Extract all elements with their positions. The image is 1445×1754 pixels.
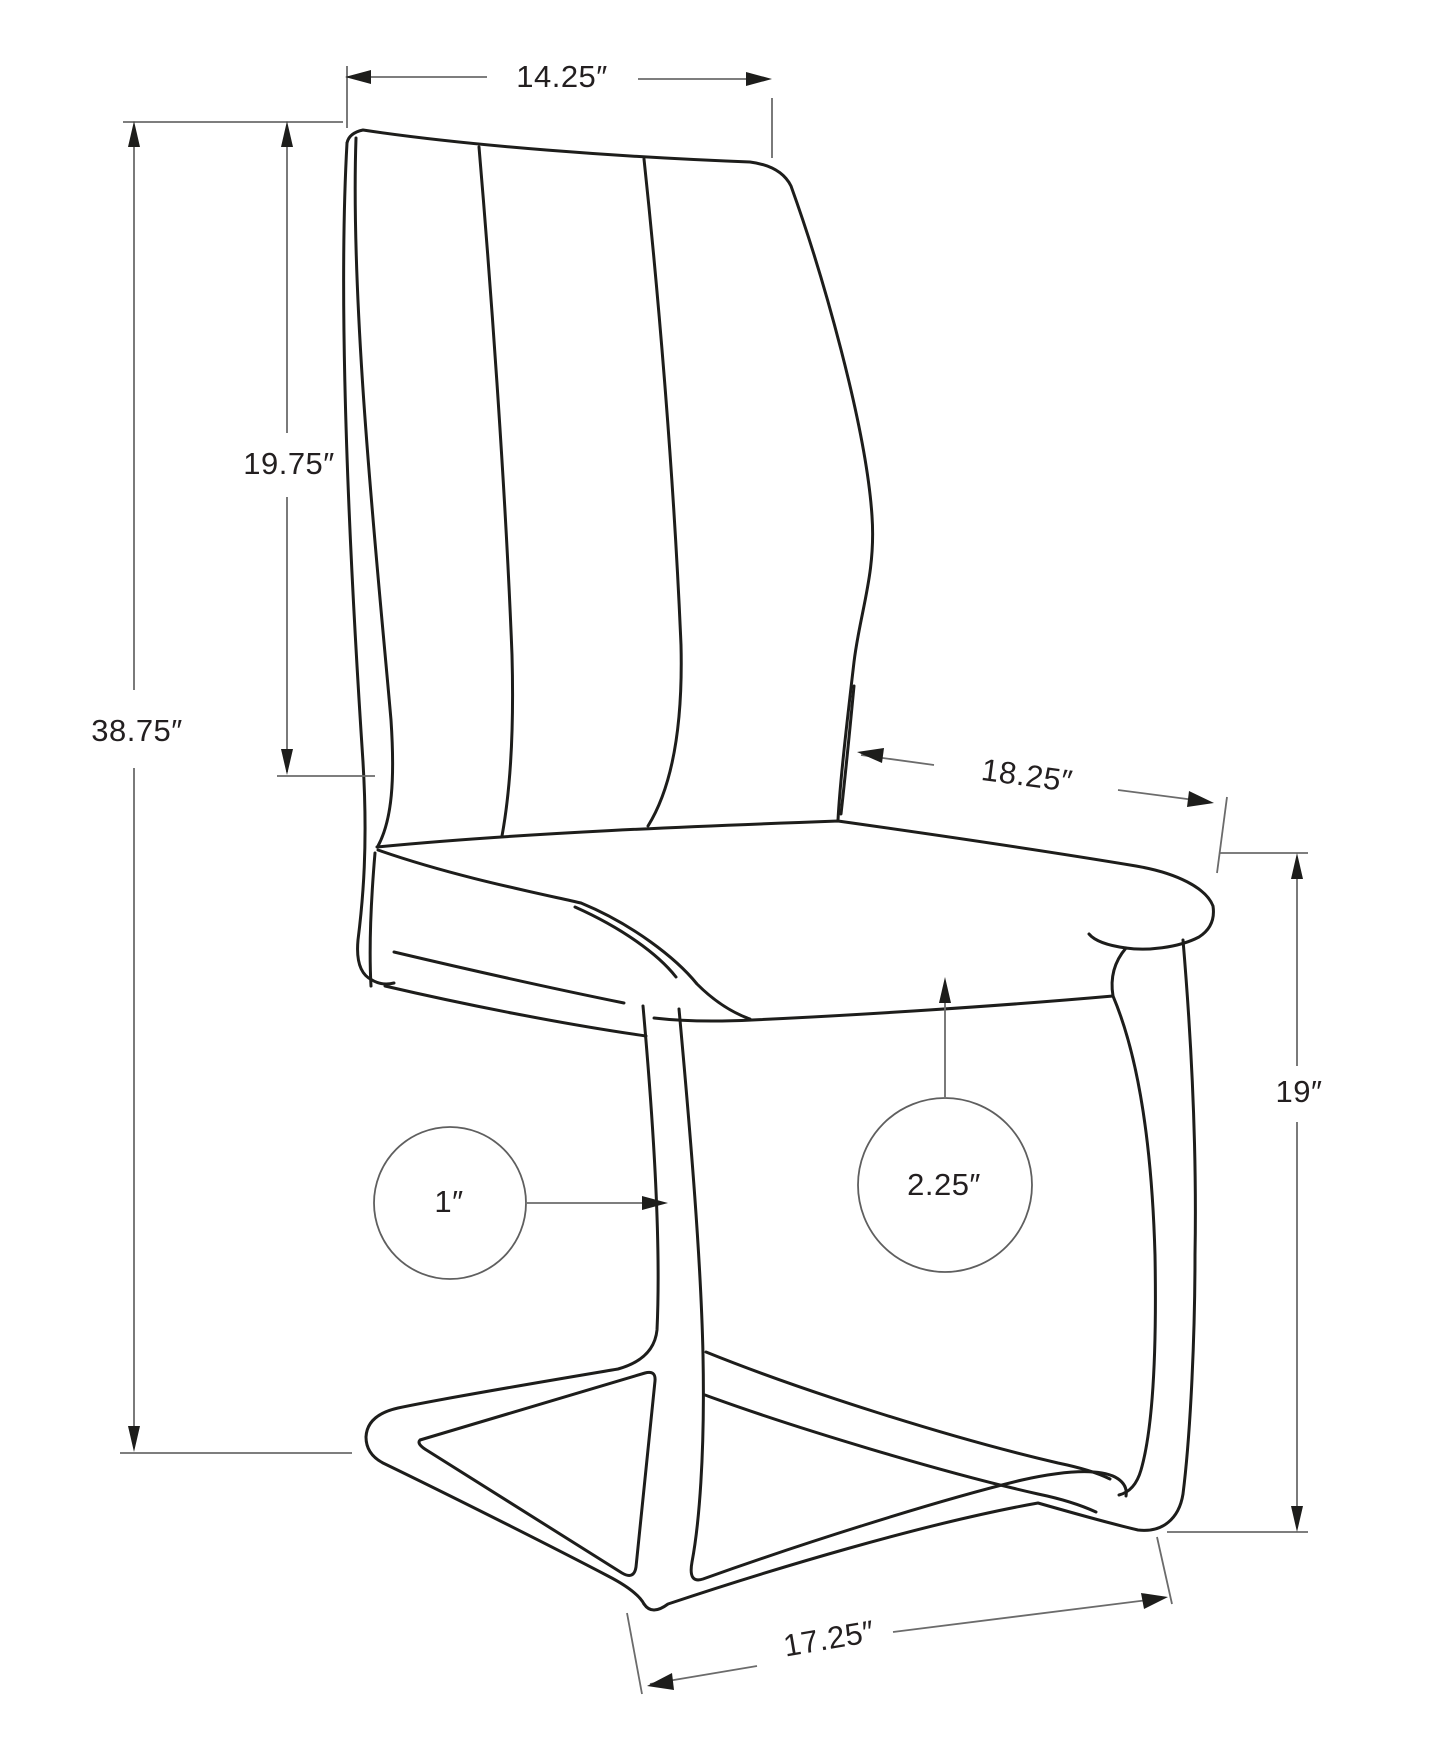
seat-band-seam bbox=[575, 907, 676, 977]
arrow-seat-thickness bbox=[939, 977, 951, 1003]
chair-cantilever-base bbox=[366, 940, 1195, 1610]
backrest-left-outer-edge bbox=[344, 143, 394, 984]
dim-label-back-width: 14.25″ bbox=[516, 59, 608, 94]
backrest-channel-seam-2 bbox=[644, 159, 681, 826]
dim-label-seat-height: 19″ bbox=[1275, 1074, 1323, 1109]
seat-front-band-edge bbox=[378, 850, 750, 1019]
dim-label-tube-diameter: 1″ bbox=[434, 1184, 464, 1219]
front-leg-and-left-floor-loop-outer bbox=[366, 1006, 658, 1604]
arrow-overall-height-top bbox=[128, 121, 140, 147]
arrow-back-width-left bbox=[345, 70, 371, 84]
dimension-arrowheads bbox=[128, 70, 1303, 1690]
chair-backrest bbox=[344, 130, 873, 984]
dim-base-depth-right bbox=[893, 1598, 1164, 1632]
side-rail-bottom-edge bbox=[705, 1395, 1096, 1512]
dimension-extension-lines bbox=[120, 66, 1308, 1694]
arrow-seat-height-bottom bbox=[1291, 1506, 1303, 1532]
arrow-back-width-right bbox=[746, 72, 772, 86]
arrow-back-height-bottom bbox=[281, 749, 293, 775]
dim-label-seat-thickness: 2.25″ bbox=[907, 1167, 981, 1202]
backrest-top-and-right-edge bbox=[347, 130, 873, 820]
arrow-base-depth-left bbox=[647, 1673, 674, 1690]
arrow-seat-depth-right bbox=[1187, 791, 1214, 807]
arrow-seat-height-top bbox=[1291, 853, 1303, 879]
ext-base-depth-left-tick bbox=[627, 1613, 642, 1694]
arrow-back-height-top bbox=[281, 121, 293, 147]
arrow-base-depth-right bbox=[1141, 1593, 1168, 1609]
backrest-channel-seam-1 bbox=[479, 147, 513, 836]
arrow-overall-height-bottom bbox=[128, 1426, 140, 1452]
dimension-lines bbox=[134, 77, 1297, 1684]
ext-base-depth-right-tick bbox=[1157, 1537, 1172, 1604]
floor-loop-inner-triangle bbox=[419, 1372, 655, 1575]
underseat-arm-bottom bbox=[385, 986, 646, 1036]
seat-left-end-cap bbox=[370, 853, 375, 986]
ext-seat-depth-right-tick bbox=[1217, 797, 1227, 873]
dim-label-base-depth: 17.25″ bbox=[780, 1613, 877, 1664]
seat-nose-underside bbox=[1112, 948, 1126, 996]
dim-label-back-height: 19.75″ bbox=[243, 446, 335, 481]
dim-label-overall-height: 38.75″ bbox=[91, 713, 183, 748]
dim-label-seat-depth: 18.25″ bbox=[979, 752, 1075, 799]
rear-leg-left-edge bbox=[1113, 996, 1155, 1495]
chair-seat bbox=[370, 821, 1213, 1036]
seat-underside-edge bbox=[654, 996, 1113, 1021]
front-leg-right-and-floor-rail-rear-inner bbox=[679, 1009, 1126, 1580]
